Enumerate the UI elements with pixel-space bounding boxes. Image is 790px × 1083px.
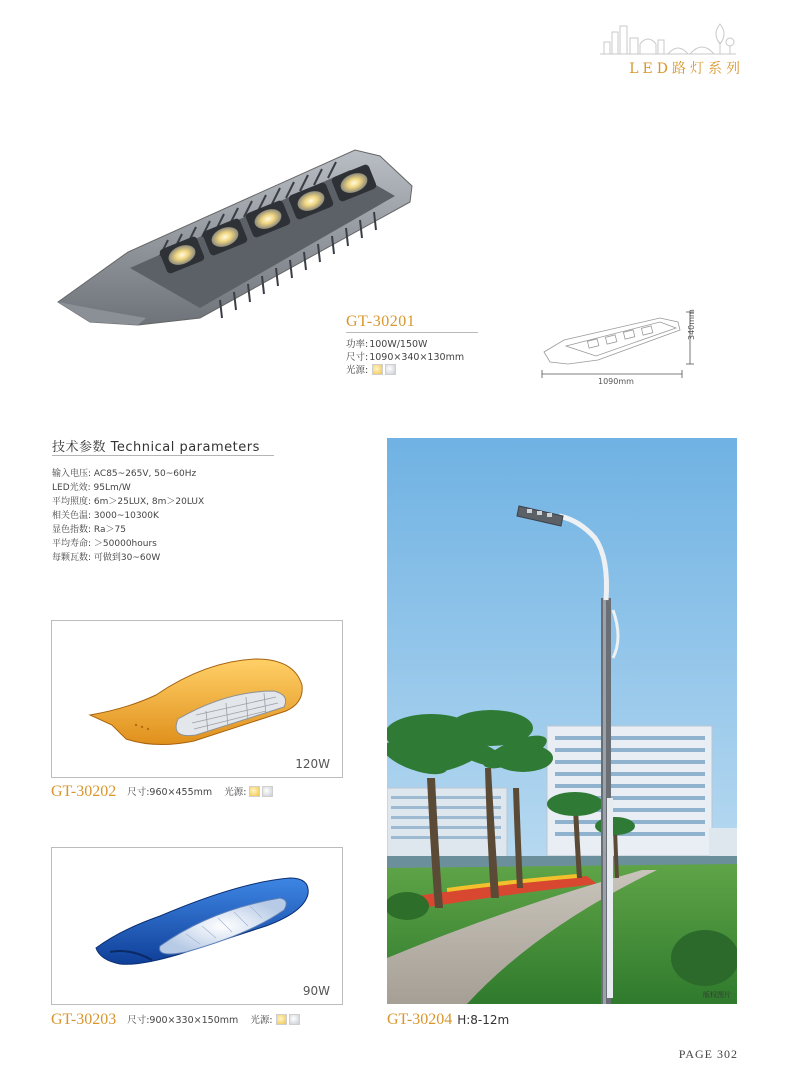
spec-label: 功率:	[346, 339, 369, 350]
spec-value: 1090×340×130mm	[369, 352, 465, 363]
param-value: Ra＞75	[93, 525, 126, 535]
warm-light-icon	[276, 1014, 287, 1025]
param-value: 可做到30~60W	[93, 553, 161, 563]
product-label-gt30202	[51, 783, 275, 801]
photo-height: H:8-12m	[457, 1013, 510, 1027]
tech-divider	[52, 455, 274, 456]
spec-light-source	[346, 362, 398, 378]
street-scene-image	[387, 438, 737, 1004]
wattage-label: 120W	[295, 757, 330, 771]
light-source-label: 光源:	[224, 787, 247, 798]
photo-caption	[387, 1011, 509, 1029]
spec-label: 尺寸:	[346, 352, 369, 363]
dimension-height-label: 340mm	[687, 309, 696, 340]
param-value: 6m＞25LUX, 8m＞20LUX	[93, 497, 205, 507]
warm-light-icon	[372, 364, 383, 375]
product-model: GT-30203	[51, 1011, 117, 1028]
product-card-gt30203	[51, 847, 343, 1005]
cool-light-icon	[262, 786, 273, 797]
param-label: 相关色温:	[52, 511, 92, 521]
param-value: ＞50000hours	[93, 539, 157, 549]
param-label: 平均寿命:	[52, 539, 92, 549]
light-source-icons	[249, 786, 275, 800]
param-label: LED光效:	[52, 483, 91, 493]
model-divider	[346, 332, 478, 333]
light-source-icons	[276, 1014, 302, 1028]
param-row	[52, 480, 131, 493]
spec-label: 光源:	[346, 365, 369, 376]
param-label: 显色指数:	[52, 525, 92, 535]
cool-light-icon	[385, 364, 396, 375]
param-value: AC85~265V, 50~60Hz	[93, 469, 197, 479]
product-card-gt30202	[51, 620, 343, 778]
main-model-number: GT-30201	[346, 313, 416, 330]
size-value: 960×455mm	[149, 787, 213, 798]
size-value: 900×330×150mm	[149, 1015, 239, 1026]
product-model: GT-30202	[51, 783, 117, 800]
blue-lamp-image	[90, 872, 312, 972]
page-number: PAGE 302	[678, 1047, 738, 1061]
photo-model: GT-30204	[387, 1011, 453, 1028]
spec-power	[346, 336, 427, 350]
skyline-logo-icon	[598, 20, 738, 56]
param-value: 95Lm/W	[93, 483, 131, 493]
spec-value: 100W/150W	[369, 339, 428, 350]
series-title: LED路灯系列	[629, 61, 744, 77]
param-row	[52, 550, 160, 563]
size-label: 尺寸:	[127, 787, 150, 798]
param-row	[52, 536, 157, 549]
param-label: 输入电压:	[52, 469, 92, 479]
street-light-photo	[387, 438, 737, 1004]
wattage-label: 90W	[302, 984, 330, 998]
orange-lamp-image	[86, 655, 306, 751]
cool-light-icon	[289, 1014, 300, 1025]
warm-light-icon	[249, 786, 260, 797]
param-row	[52, 522, 126, 535]
size-label: 尺寸:	[127, 1015, 150, 1026]
spec-size	[346, 349, 464, 363]
main-lamp-image	[50, 140, 420, 340]
tech-heading: 技术参数 Technical parameters	[52, 440, 260, 455]
photo-watermark: 版权图片	[703, 991, 731, 999]
param-label: 每颗瓦数:	[52, 553, 92, 563]
param-row	[52, 466, 196, 479]
light-source-icons	[372, 364, 398, 378]
param-row	[52, 494, 204, 507]
param-label: 平均照度:	[52, 497, 92, 507]
light-source-label: 光源:	[250, 1015, 273, 1026]
param-value: 3000~10300K	[93, 511, 159, 521]
param-row	[52, 508, 159, 521]
dimension-width-label: 1090mm	[598, 377, 634, 386]
product-label-gt30203	[51, 1011, 302, 1029]
